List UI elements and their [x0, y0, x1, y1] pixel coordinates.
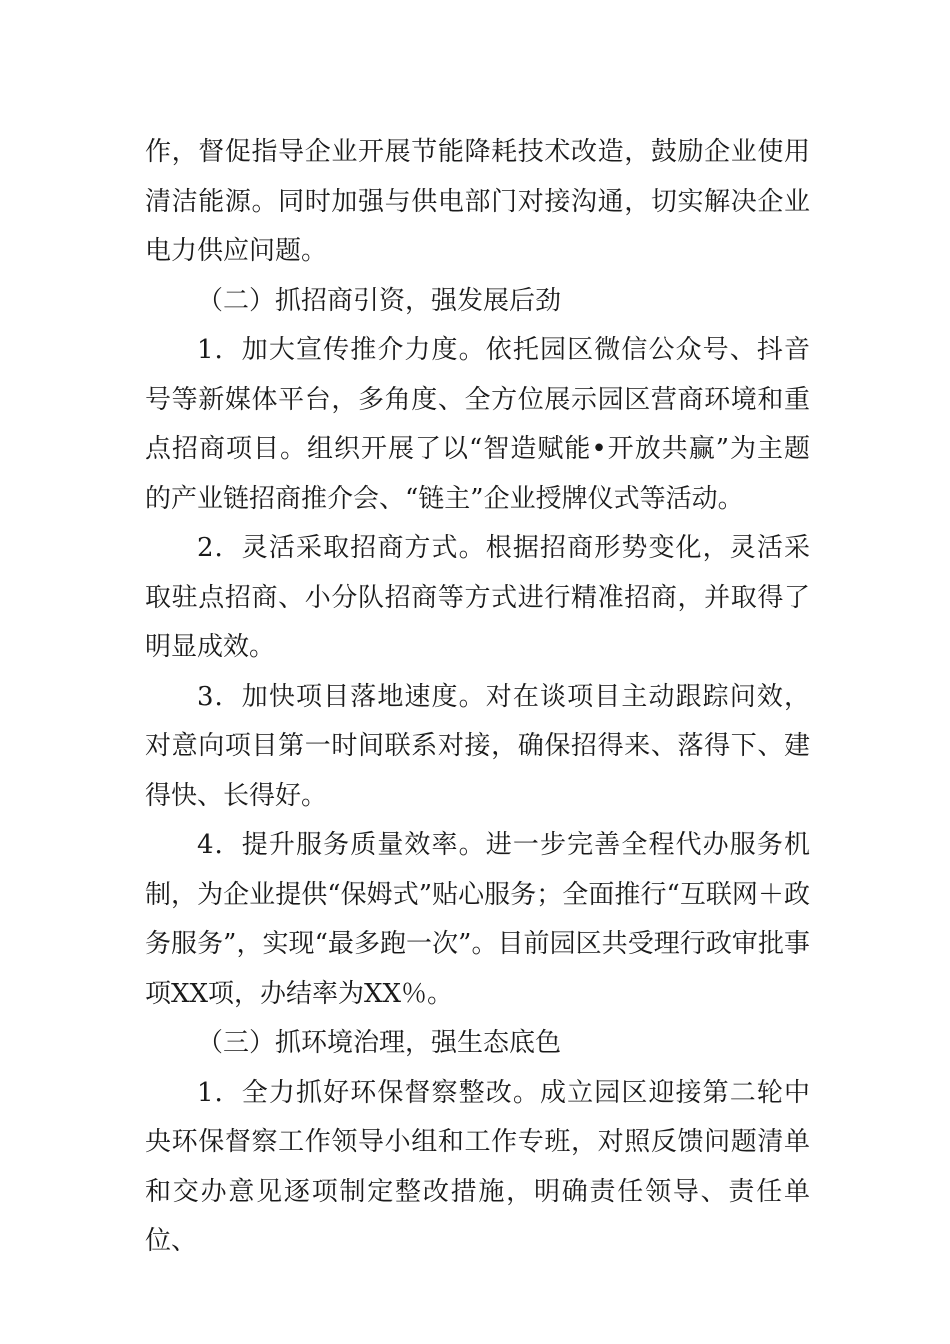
section-heading-3: （三）抓环境治理，强生态底色 [197, 1028, 562, 1058]
paragraph-promotion: 1．加大宣传推介力度。依托园区微信公众号、抖音号等新媒体平台，多角度、全方位展示园区营商环境和重点招商项目。组织开展了以“智造赋能•开放共赢”为主题的产业链招商推介会、“链主”企业授牌仪式等活动。 [145, 335, 810, 514]
paragraph-environmental-inspection: 1．全力抓好环保督察整改。成立园区迎接第二轮中央环保督察工作领导小组和工作专班，对照反馈问题清单和交办意见逐项制定整改措施，明确责任领导、责任单位、 [145, 1077, 810, 1256]
document-body [145, 128, 810, 1267]
section-heading-2: （二）抓招商引资，强发展后劲 [197, 285, 562, 316]
paragraph-project-landing: 3．加快项目落地速度。对在谈项目主动跟踪问效，对意向项目第一时间联系对接，确保招得来、落得下、建得快、长得好。 [145, 681, 810, 811]
paragraph-continued: 作，督促指导企业开展节能降耗技术改造，鼓励企业使用清洁能源。同时加强与供电部门对接沟通，切实解决企业电力供应问题。 [145, 137, 810, 266]
paragraph-service-quality: 4．提升服务质量效率。进一步完善全程代办服务机制，为企业提供“保姆式”贴心服务；全面推行“互联网＋政务服务”，实现“最多跑一次”。目前园区共受理行政审批事项XX项，办结率为XX％。 [145, 830, 810, 1009]
paragraph-investment-methods: 2．灵活采取招商方式。根据招商形势变化，灵活采取驻点招商、小分队招商等方式进行精准招商，并取得了明显成效。 [145, 533, 810, 662]
